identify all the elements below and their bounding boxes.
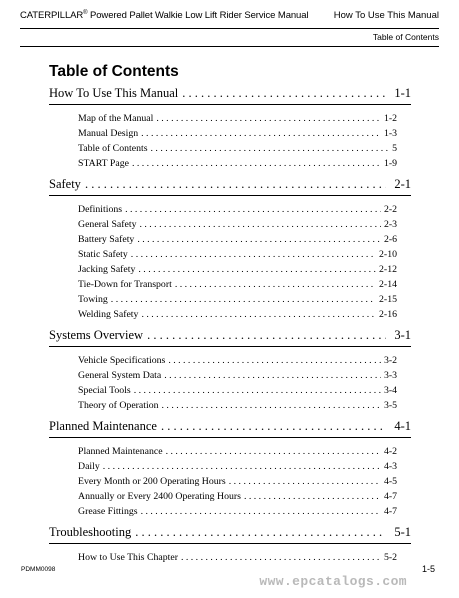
entry-page-number: 4-7: [383, 506, 397, 517]
entry-page-number: 3-2: [383, 355, 397, 366]
entry-page-number: 3-3: [383, 370, 397, 381]
registered-mark: ®: [83, 10, 88, 16]
dot-leader: [178, 550, 381, 565]
entry-label: Manual Design: [78, 128, 139, 139]
dot-leader: [178, 85, 386, 101]
toc-entry[interactable]: [78, 126, 397, 141]
section-title: Troubleshooting: [49, 525, 132, 539]
dot-leader: [122, 202, 381, 217]
toc-entry[interactable]: [78, 232, 397, 247]
entry-label: Welding Safety: [78, 309, 139, 320]
toc-entry[interactable]: [78, 262, 397, 277]
entry-page-number: 2-12: [379, 264, 397, 275]
toc-entry[interactable]: [78, 217, 397, 232]
dot-leader: [226, 474, 381, 489]
section-page-number: 1-1: [394, 86, 411, 100]
entry-label: Theory of Operation: [78, 400, 159, 411]
toc-section: [49, 85, 411, 171]
toc-entry-list: [49, 353, 411, 413]
dot-leader: [100, 459, 381, 474]
toc-entry[interactable]: [78, 383, 397, 398]
toc-entry[interactable]: [78, 459, 397, 474]
dot-leader: [153, 111, 381, 126]
dot-leader: [143, 327, 386, 343]
dot-leader: [157, 418, 386, 434]
toc-section: [49, 176, 411, 322]
toc-section: [49, 327, 411, 413]
manual-title-text: Powered Pallet Walkie Low Lift Rider Service Manual: [87, 10, 309, 22]
entry-label: How to Use This Chapter: [78, 552, 178, 563]
entry-label: Battery Safety: [78, 234, 135, 245]
toc-entry[interactable]: [78, 398, 397, 413]
section-page-number: 4-1: [394, 419, 411, 433]
toc-entry[interactable]: [78, 353, 397, 368]
toc-section-heading[interactable]: [49, 524, 411, 540]
toc-section-heading[interactable]: [49, 85, 411, 101]
section-divider: [49, 195, 411, 196]
entry-page-number: 2-10: [379, 249, 397, 260]
watermark-url: www.epcatalogs.com: [259, 574, 407, 589]
entry-page-number: 4-5: [383, 476, 397, 487]
entry-page-number: 1-9: [383, 158, 397, 169]
dot-leader: [81, 176, 386, 192]
dot-leader: [138, 504, 381, 519]
entry-label: Daily: [78, 461, 100, 472]
section-page-number: 3-1: [394, 328, 411, 342]
section-page-number: 5-1: [394, 525, 411, 539]
toc-entry[interactable]: [78, 504, 397, 519]
entry-label: Every Month or 200 Operating Hours: [78, 476, 226, 487]
entry-label: General Safety: [78, 219, 137, 230]
header-subsection-title: Table of Contents: [372, 32, 439, 42]
entry-page-number: 4-7: [383, 491, 397, 502]
dot-leader: [128, 247, 376, 262]
toc-section-heading[interactable]: [49, 176, 411, 192]
toc-entry[interactable]: [78, 474, 397, 489]
entry-page-number: 2-3: [383, 219, 397, 230]
toc-entry[interactable]: [78, 292, 397, 307]
section-title: Planned Maintenance: [49, 419, 157, 433]
dot-leader: [165, 353, 381, 368]
toc-entry-list: [49, 111, 411, 171]
dot-leader: [131, 383, 381, 398]
section-page-number: 2-1: [394, 177, 411, 191]
toc-entry[interactable]: [78, 489, 397, 504]
entry-label: Towing: [78, 294, 108, 305]
entry-page-number: 4-2: [383, 446, 397, 457]
entry-label: Tie-Down for Transport: [78, 279, 172, 290]
entry-page-number: 5-2: [383, 552, 397, 563]
section-title: Safety: [49, 177, 81, 191]
header-section-title: How To Use This Manual: [333, 10, 439, 21]
dot-leader: [161, 368, 381, 383]
toc-section: [49, 418, 411, 519]
entry-label: Map of the Manual: [78, 113, 154, 124]
entry-label: Vehicle Specifications: [78, 355, 166, 366]
dot-leader: [131, 524, 386, 540]
entry-page-number: 2-2: [383, 204, 397, 215]
entry-page-number: 2-15: [379, 294, 397, 305]
toc-section: [49, 524, 411, 565]
entry-label: Planned Maintenance: [78, 446, 163, 457]
dot-leader: [159, 398, 381, 413]
entry-label: General System Data: [78, 370, 162, 381]
entry-page-number: 2-14: [379, 279, 397, 290]
toc-entry[interactable]: [78, 277, 397, 292]
entry-label: START Page: [78, 158, 129, 169]
dot-leader: [172, 277, 376, 292]
section-title: How To Use This Manual: [49, 86, 179, 100]
section-divider: [49, 346, 411, 347]
entry-label: Annually or Every 2400 Operating Hours: [78, 491, 241, 502]
toc-entry-list: [49, 202, 411, 322]
entry-label: Table of Contents: [78, 143, 148, 154]
toc-entry[interactable]: [78, 444, 397, 459]
section-divider: [49, 104, 411, 105]
toc-entry-list: [49, 444, 411, 519]
section-title: Systems Overview: [49, 328, 144, 342]
manual-title: [20, 10, 308, 21]
toc-entry[interactable]: [78, 247, 397, 262]
entry-page-number: 5: [392, 143, 397, 154]
dot-leader: [148, 141, 390, 156]
dot-leader: [134, 232, 381, 247]
entry-label: Definitions: [78, 204, 123, 215]
entry-page-number: 2-6: [383, 234, 397, 245]
toc-entry-list: [49, 550, 411, 565]
toc-entry[interactable]: [78, 368, 397, 383]
dot-leader: [135, 262, 376, 277]
toc-section-heading[interactable]: [49, 327, 411, 343]
entry-label: Grease Fittings: [78, 506, 138, 517]
page-header: [20, 10, 439, 48]
dot-leader: [136, 217, 380, 232]
page-number: 1-5: [421, 564, 435, 574]
brand-name: CATERPILLAR: [20, 10, 84, 22]
entry-page-number: 1-3: [383, 128, 397, 139]
dot-leader: [138, 126, 381, 141]
section-divider: [49, 437, 411, 438]
toc-entry[interactable]: [78, 156, 397, 171]
dot-leader: [129, 156, 381, 171]
entry-page-number: 3-4: [383, 385, 397, 396]
toc-section-heading[interactable]: [49, 418, 411, 434]
entry-label: Jacking Safety: [78, 264, 136, 275]
dot-leader: [138, 307, 376, 322]
document-number: PDMM0098: [21, 566, 56, 573]
header-divider-top: [20, 28, 439, 29]
header-divider-bottom: [20, 46, 439, 47]
toc-entry[interactable]: [78, 550, 397, 565]
entry-page-number: 3-5: [383, 400, 397, 411]
entry-page-number: 2-16: [379, 309, 397, 320]
dot-leader: [241, 489, 381, 504]
entry-page-number: 4-3: [383, 461, 397, 472]
dot-leader: [108, 292, 376, 307]
toc-entry[interactable]: [78, 307, 397, 322]
dot-leader: [163, 444, 381, 459]
section-divider: [49, 543, 411, 544]
entry-label: Special Tools: [78, 385, 131, 396]
table-of-contents: [49, 85, 411, 570]
toc-entry[interactable]: [78, 202, 397, 217]
entry-label: Static Safety: [78, 249, 128, 260]
toc-entry[interactable]: [78, 141, 397, 156]
entry-page-number: 1-2: [383, 113, 397, 124]
toc-entry[interactable]: [78, 111, 397, 126]
page-title: Table of Contents: [49, 63, 179, 80]
